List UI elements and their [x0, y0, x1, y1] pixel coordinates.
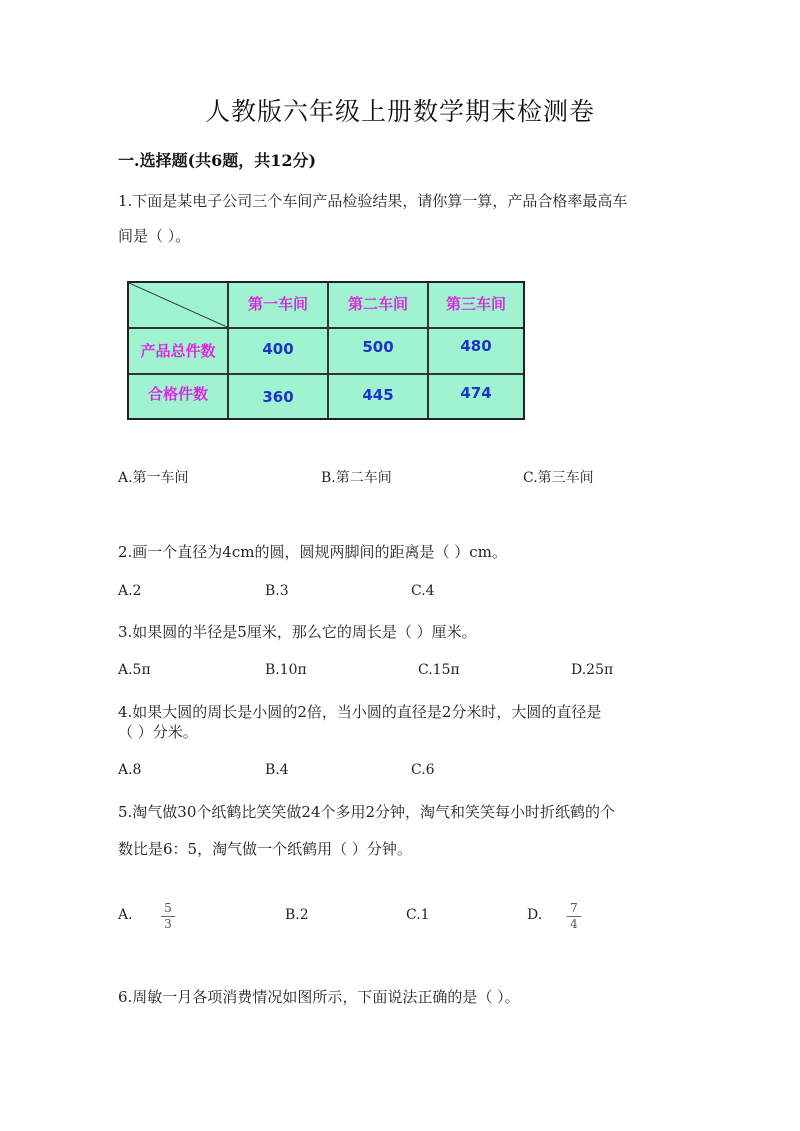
table-corner-diagonal — [129, 283, 227, 327]
q4-option-a: A.8 — [118, 762, 142, 778]
row-label-total: 产品总件数 — [140, 342, 216, 360]
question-4-line-1: 4.如果大圆的周长是小圆的2倍，当小圆的直径是2分米时，大圆的直径是 — [118, 703, 602, 721]
table-cell: 445 — [362, 386, 394, 404]
col-header-workshop-2: 第二车间 — [347, 295, 408, 313]
q5-option-c: C.1 — [406, 907, 430, 923]
question-1-line-1: 1.下面是某电子公司三个车间产品检验结果，请你算一算，产品合格率最高车 — [118, 192, 628, 210]
q5-option-a-fraction: 5 3 — [161, 902, 175, 931]
q4-option-b: B.4 — [265, 762, 289, 778]
question-2-text: 2.画一个直径为4cm的圆，圆规两脚间的距离是（ ）cm。 — [118, 543, 507, 561]
q1-option-a: A.第一车间 — [118, 470, 189, 486]
q3-option-c: C.15π — [418, 662, 460, 678]
q5-option-a: A. — [118, 907, 133, 923]
q3-option-d: D.25π — [571, 662, 614, 678]
table-cell: 360 — [262, 388, 294, 406]
q1-option-c: C.第三车间 — [523, 470, 594, 486]
q2-option-a: A.2 — [118, 583, 142, 599]
q1-option-b: B.第二车间 — [321, 470, 392, 486]
workshop-results-table — [127, 281, 525, 420]
question-5-line-1: 5.淘气做30个纸鹤比笑笑做24个多用2分钟，淘气和笑笑每小时折纸鹤的个 — [118, 803, 616, 821]
q5-option-d-fraction: 7 4 — [567, 902, 581, 931]
table-cell: 474 — [460, 384, 492, 402]
question-4-line-2: （ ）分米。 — [118, 723, 198, 741]
q3-option-a: A.5π — [118, 662, 151, 678]
question-1-line-2: 间是（ ）。 — [118, 227, 191, 245]
q5-option-b: B.2 — [285, 907, 309, 923]
question-3-text: 3.如果圆的半径是5厘米，那么它的周长是（ ）厘米。 — [118, 623, 477, 641]
table-cell: 400 — [262, 340, 294, 358]
q2-option-b: B.3 — [265, 583, 289, 599]
question-5-line-2: 数比是6：5，淘气做一个纸鹤用（ ）分钟。 — [118, 840, 412, 858]
table-cell: 500 — [362, 338, 394, 356]
q2-option-c: C.4 — [411, 583, 435, 599]
col-header-workshop-1: 第一车间 — [247, 295, 308, 313]
q5-option-d: D. — [527, 907, 543, 923]
page-title: 人教版六年级上册数学期末检测卷 — [204, 97, 595, 126]
row-label-qualified: 合格件数 — [147, 385, 208, 403]
question-6-text: 6.周敏一月各项消费情况如图所示，下面说法正确的是（ ）。 — [118, 988, 520, 1006]
q4-option-c: C.6 — [411, 762, 435, 778]
col-header-workshop-3: 第三车间 — [445, 295, 506, 313]
table-cell: 480 — [460, 337, 492, 355]
section-heading: 一.选择题(共6题，共12分) — [118, 151, 317, 170]
q3-option-b: B.10π — [265, 662, 307, 678]
